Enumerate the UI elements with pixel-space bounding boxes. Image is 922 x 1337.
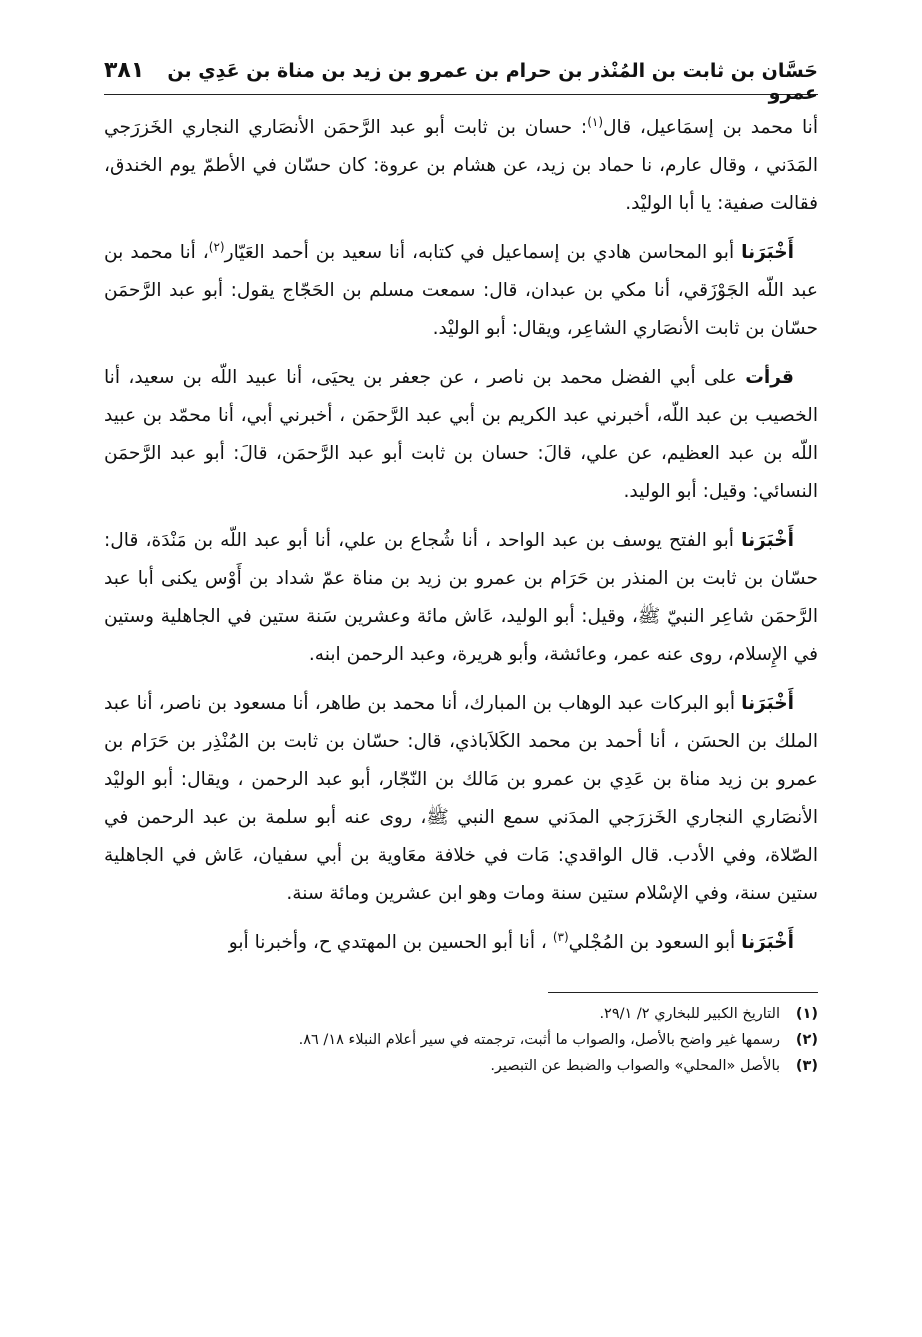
footnote (104, 1053, 818, 1079)
paragraph-text: : حسان بن ثابت أبو عبد الرَّحمَن الأنصَاري النجاري الخَزرَجي المَدَني ، وقال عارم، نا حماد بن زيد، عن هشام بن عروة: كان حسّان في الأطمّ يوم الخندق، فقالت صفية: يا أبا الوليْد. (104, 117, 818, 214)
running-header (104, 58, 818, 104)
paragraph-lead: أَخْبَرَنا (741, 530, 794, 551)
paragraph (104, 685, 818, 913)
footnote-number: (٢) (795, 1032, 818, 1048)
paragraph (104, 924, 818, 962)
paragraph-text: أبو الفتح يوسف بن عبد الواحد ، أنا شُجاع بن علي، أنا أبو عبد اللّه بن مَنْدَة، قال: حسّان بن ثابت بن المنذر بن حَرَام بن عمرو بن زيد بن مناة عمّ شداد بن أَوْس يكنى أبا عبد الرَّحمَن شاعِر النبيّ ﷺ، وقيل: أبو الوليد، عَاش مائة وعشرين سَنة ستين في الجاهلية وستين في الإِسلام، روى عنه عمر، وعائشة، وأبو هريرة، وعبد الرحمن ابنه. (104, 530, 818, 665)
paragraph-lead: أَخْبَرَنا (741, 242, 795, 263)
footnote-number: (٣) (795, 1058, 818, 1074)
footnote-text: بالأصل «المحلي» والصواب والضبط عن التبصير. (490, 1058, 780, 1074)
footnote-ref[interactable]: (١) (587, 114, 604, 129)
footnote-text: رسمها غير واضح بالأصل، والصواب ما أثبت، ترجمته في سير أعلام النبلاء ١٨/ ٨٦. (298, 1032, 780, 1048)
main-text (104, 109, 818, 962)
paragraph (104, 234, 818, 348)
footnote-number: (١) (795, 1006, 818, 1022)
footnotes (104, 1001, 818, 1079)
paragraph (104, 522, 818, 674)
footnote-ref[interactable]: (٢) (208, 239, 225, 254)
paragraph-text: أبو السعود بن المُجْلي (568, 932, 742, 953)
paragraph-text: أنا محمد بن إسمَاعيل، قال (603, 117, 818, 138)
paragraph (104, 359, 818, 511)
paragraph-lead: أَخْبَرَنا (741, 693, 794, 714)
footnote-ref[interactable]: (٣) (552, 929, 569, 944)
page-number: ٣٨١ (104, 58, 145, 83)
footnote-text: التاريخ الكبير للبخاري ٢/ ٢٩/١. (599, 1006, 780, 1022)
paragraph-text: ، أنا أبو الحسين بن المهتدي ح، وأخبرنا أبو (228, 932, 553, 953)
footnote (104, 1001, 818, 1027)
paragraph-text: ، أنا محمد بن عبد اللّه الجَوْزَقي، أنا مكي بن عبدان، قال: سمعت مسلم بن الحَجّاج يقول: أبو عبد الرَّحمَن حسّان بن ثابت الأنصَاري الشاعِر، ويقال: أبو الوليْد. (104, 242, 818, 339)
paragraph-lead: قرأت (745, 367, 794, 388)
paragraph-text: على أبي الفضل محمد بن ناصر ، عن جعفر بن يحيَى، أنا عبيد اللّه بن سعيد، أنا الخصيب بن عبد اللّه، أخبرني عبد الكريم بن أبي عبد الرَّحمَن ، أخبرني أبي، أنا محمّد بن عبيد اللّه بن عبد العظيم، عن علي، قالَ: حسان بن ثابت أبو عبد الرَّحمَن، قالَ: أبو عبد الرَّحمَن النسائي: وقيل: أبو الوليد. (104, 367, 818, 502)
paragraph-lead: أَخْبَرَنا (741, 932, 794, 953)
footnote-rule (548, 992, 818, 993)
footnote (104, 1027, 818, 1053)
paragraph (104, 109, 818, 223)
paragraph-text: أبو المحاسن هادي بن إسماعيل في كتابه، أنا سعيد بن أحمد العَيّار (224, 242, 742, 263)
running-title: حَسَّان بن ثابت بن المُنْذر بن حرام بن عمرو بن زيد بن مناة بن عَدِي بن عمرو (167, 60, 818, 104)
paragraph-text: أبو البركات عبد الوهاب بن المبارك، أنا محمد بن طاهر، أنا مسعود بن ناصر، أنا عبد الملك بن الحسَن ، أنا أحمد بن محمد الكَلاَباذي، قال: حسّان بن ثابت بن المُنْذِر بن حَرَام بن عمرو بن زيد مناة بن عَدِي بن عمرو بن مَالك بن النّجّار، أبو عبد الرحمن ، ويقال: أبو الوليْد الأنصَاري النجاري الخَزرَجي المدَني سمع النبي ﷺ، روى عنه أبو سلمة بن عبد الرحمن في الصّلاة، وفي الأدب. قال الواقدي: مَات في خلافة معَاوية بن أبي سفيان، عَاش في الجاهلية ستين سنة، وفي الإسْلام ستين سنة ومات وهو ابن عشرين ومائة سنة. (104, 693, 818, 904)
